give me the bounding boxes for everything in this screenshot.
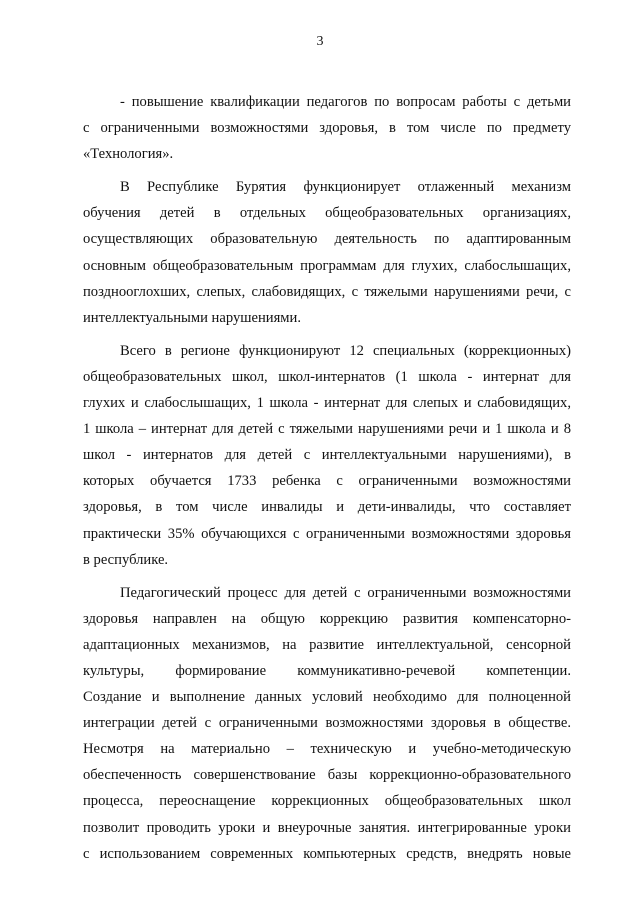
paragraph [83, 174, 571, 331]
text-line: здоровья направлен на общую коррекцию развития компенсаторно- [83, 610, 571, 627]
page-number: 3 [316, 34, 324, 49]
text-line: Всего в регионе функционируют 12 специальных (коррекционных) [120, 342, 571, 359]
text-line: школ - интернатов для детей с интеллектуальными нарушениями), в [83, 447, 571, 464]
text-line: В Республике Бурятия функционирует отлаженный механизм [120, 179, 571, 196]
text-line: адаптационных механизмов, на развитие интеллектуальной, сенсорной [83, 636, 571, 653]
text-line: с ограниченными возможностями здоровья, в том числе по предмету [83, 120, 571, 137]
text-line: общеобразовательных школ, школ-интернатов (1 школа - интернат для [83, 368, 571, 385]
text-line: осуществляющих образовательную деятельность по адаптированным [83, 231, 571, 248]
paragraph [83, 580, 571, 867]
text-line: позднооглохших, слепых, слабовидящих, с тяжелыми нарушениями речи, с [83, 283, 571, 300]
paragraph-gap [83, 331, 571, 338]
text-line: здоровья, в том числе инвалиды и дети-инвалиды, что составляет [83, 499, 571, 516]
paragraph [83, 338, 571, 573]
paragraph-gap [83, 167, 571, 174]
text-line: обеспеченность совершенствование базы коррекционно-образовательного [83, 767, 571, 784]
paragraph-gap [83, 573, 571, 580]
text-line: интеллектуальными нарушениями. [83, 309, 301, 326]
text-line: которых обучается 1733 ребенка с ограниченными возможностями [83, 473, 571, 490]
text-line: интеграции детей с ограниченными возможностями здоровья в обществе. [83, 715, 571, 732]
text-line: Педагогический процесс для детей с ограниченными возможностями [120, 584, 571, 601]
text-line: глухих и слабослышащих, 1 школа - интернат для слепых и слабовидящих, [83, 395, 571, 412]
text-line: Несмотря на материально – техническую и учебно-методическую [83, 741, 571, 758]
text-line: обучения детей в отдельных общеобразовательных организациях, [83, 205, 571, 222]
text-line: практически 35% обучающихся с ограниченными возможностями здоровья [83, 525, 571, 542]
paragraph [83, 89, 571, 167]
text-line: основным общеобразовательным программам для глухих, слабослышащих, [83, 257, 571, 274]
text-line: - повышение квалификации педагогов по вопросам работы с детьми [120, 94, 571, 110]
text-line: культуры, формирование коммуникативно-речевой компетенции. [83, 662, 571, 679]
text-line: позволит проводить уроки и внеурочные занятия. интегрированные уроки [83, 819, 571, 836]
text-line: процесса, переоснащение коррекционных общеобразовательных школ [83, 793, 571, 810]
document-body [83, 89, 571, 867]
text-line: в республике. [83, 551, 169, 568]
text-line: с использованием современных компьютерных средств, внедрять новые [83, 845, 571, 862]
text-line: «Технология». [83, 146, 174, 163]
text-line: Создание и выполнение данных условий необходимо для полноценной [83, 689, 571, 706]
text-line: 1 школа – интернат для детей с тяжелыми нарушениями речи и 1 школа и 8 [83, 421, 571, 438]
